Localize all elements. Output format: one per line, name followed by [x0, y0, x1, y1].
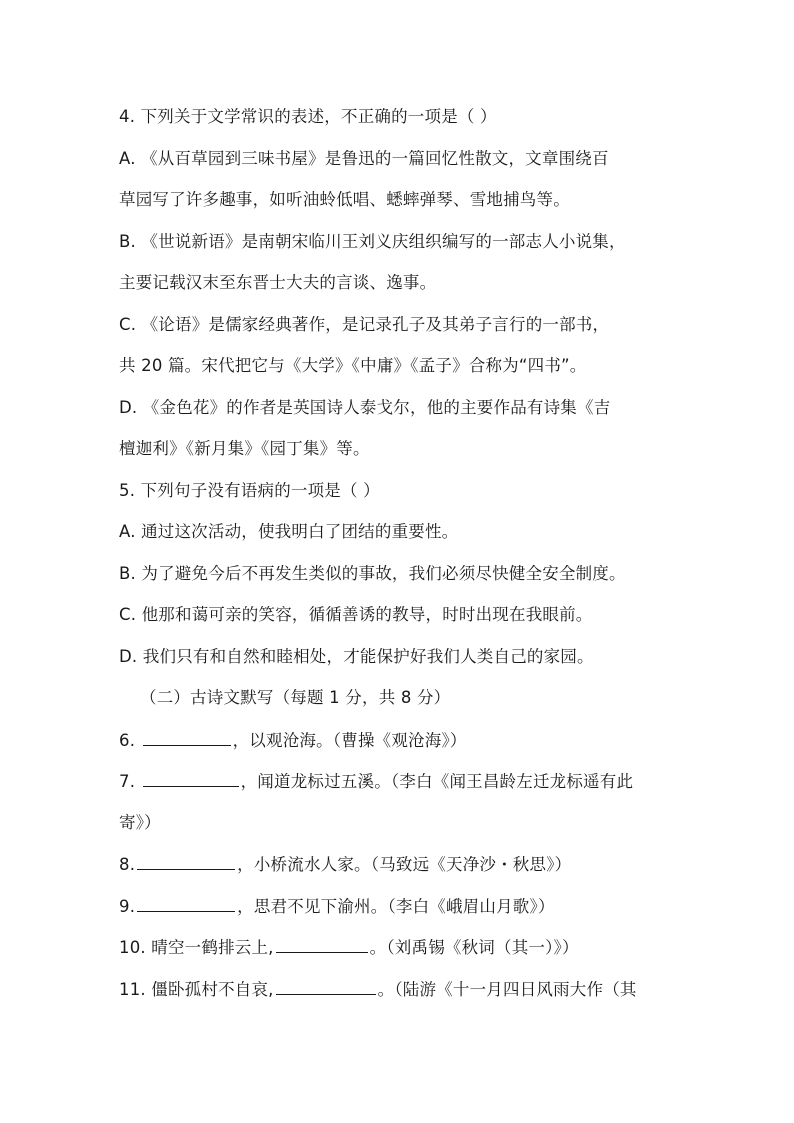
question-6 — [119, 729, 467, 752]
question-4-option-d-line1: D. 《金色花》的作者是英国诗人泰戈尔，他的主要作品有诗集《吉 — [119, 398, 611, 417]
question-4-option-d-line2: 檀迦利》《新月集》《园丁集》等。 — [119, 439, 370, 458]
question-text: 11. 僵卧孤村不自哀, — [119, 980, 274, 999]
answer-blank[interactable] — [143, 729, 231, 746]
answer-blank[interactable] — [276, 978, 376, 995]
answer-blank[interactable] — [276, 936, 368, 953]
question-text: ，思君不见下渝州。（李白《峨眉山月歌》） — [237, 897, 555, 916]
question-text: ，以观沧海。（曹操《观沧海》） — [232, 731, 467, 750]
answer-blank[interactable] — [137, 895, 235, 912]
question-number: 6. — [119, 731, 136, 750]
question-5-option-b: B. 为了避免今后不再发生类似的事故，我们必须尽快健全安全制度。 — [119, 564, 626, 583]
question-10 — [119, 936, 579, 959]
question-4-option-a-line2: 草园写了许多趣事，如听油蛉低唱、蟋蟀弹琴、雪地捕鸟等。 — [119, 190, 570, 209]
question-11 — [119, 978, 637, 1001]
section-heading: （二）古诗文默写（每题 1 分，共 8 分） — [140, 688, 451, 707]
question-4-option-a-line1: A. 《从百草园到三味书屋》是鲁迅的一篇回忆性散文，文章围绕百 — [119, 149, 609, 168]
question-number: 7. — [119, 772, 136, 791]
question-5-option-d: D. 我们只有和自然和睦相处，才能保护好我们人类自己的家园。 — [119, 647, 594, 666]
question-4-option-b-line2: 主要记载汉末至东晋士大夫的言谈、逸事。 — [119, 273, 437, 292]
question-9 — [119, 895, 555, 918]
question-number: 8. — [119, 855, 136, 874]
answer-blank[interactable] — [143, 770, 239, 787]
question-4-option-b-line1: B. 《世说新语》是南朝宋临川王刘义庆组织编写的一部志人小说集， — [119, 232, 626, 251]
question-source: 。（陆游《十一月四日风雨大作（其 — [377, 980, 637, 999]
answer-blank[interactable] — [137, 853, 235, 870]
question-5-stem: 5. 下列句子没有语病的一项是（ ） — [119, 481, 380, 500]
question-4-stem: 4. 下列关于文学常识的表述，不正确的一项是（ ） — [119, 107, 497, 126]
question-text: ，闻道龙标过五溪。（李白《闻王昌龄左迁龙标遥有此 — [240, 772, 634, 791]
question-4-option-c-line2: 共 20 篇。宋代把它与《大学》《中庸》《孟子》合称为“四书”。 — [119, 356, 587, 375]
question-7-continued: 寄》） — [119, 813, 161, 832]
question-source: 。（刘禹锡《秋词（其一）》） — [369, 938, 579, 957]
question-7 — [119, 770, 633, 793]
question-8 — [119, 853, 571, 876]
question-5-option-a: A. 通过这次活动，使我明白了团结的重要性。 — [119, 522, 459, 541]
question-text: 10. 晴空一鹤排云上, — [119, 938, 274, 957]
question-number: 9. — [119, 897, 136, 916]
question-text: ，小桥流水人家。（马致远《天净沙・秋思》） — [237, 855, 572, 874]
question-4-option-c-line1: C. 《论语》是儒家经典著作，是记录孔子及其弟子言行的一部书， — [119, 315, 610, 334]
question-5-option-c: C. 他那和蔼可亲的笑容，循循善诱的教导，时时出现在我眼前。 — [119, 605, 593, 624]
